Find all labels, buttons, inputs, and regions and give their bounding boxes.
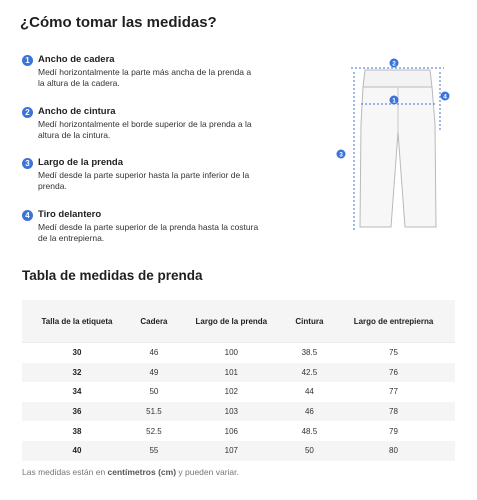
- cell-hip: 52.5: [146, 426, 162, 436]
- step-title: Ancho de cadera: [38, 54, 115, 65]
- step-description: [38, 222, 292, 244]
- cell-hip: 49: [132, 363, 176, 383]
- cell-inseam: 75: [389, 348, 398, 358]
- table-row: [22, 363, 455, 383]
- cell-length: 102: [224, 387, 239, 397]
- page-title: ¿Cómo tomar las medidas?: [20, 14, 217, 31]
- table-row: [22, 402, 455, 422]
- cell-waist: 42.5: [287, 363, 332, 383]
- footnote-text-end: y pueden variar.: [176, 467, 239, 477]
- table-header-row: [22, 300, 455, 343]
- cell-size: 36: [22, 402, 132, 422]
- cell-size: 40: [22, 441, 132, 461]
- cell-length: 100: [224, 348, 239, 358]
- step-number-badge: 3: [22, 158, 33, 169]
- table-title: Tabla de medidas de prenda: [22, 268, 203, 283]
- cell-hip: 55: [132, 441, 176, 461]
- step-waist-width: [22, 106, 292, 141]
- cell-size: 38: [72, 426, 82, 436]
- marker-2: 2: [392, 60, 396, 68]
- step-description-line: la altura de la cadera.: [38, 78, 120, 88]
- cell-size: 34: [72, 387, 82, 397]
- step-garment-length: [22, 157, 292, 192]
- step-hip-width: [22, 54, 292, 89]
- pants-illustration-icon: [332, 52, 462, 242]
- cell-length: 107: [176, 441, 287, 461]
- step-description: [38, 170, 292, 192]
- step-description-line: altura de la cintura.: [38, 130, 111, 140]
- header-inseam: Largo de entrepierna: [332, 300, 455, 343]
- step-description-line: Medí desde la parte superior de la prenda hasta la costura: [38, 222, 259, 232]
- cell-size: 30: [72, 348, 82, 358]
- step-description-line: Medí horizontalmente el borde superior de la prenda a la: [38, 119, 252, 129]
- step-front-rise: [22, 209, 292, 244]
- cell-inseam: 79: [389, 426, 398, 436]
- cell-waist: 46: [287, 402, 332, 422]
- pants-diagram: [332, 52, 462, 242]
- table-row: [22, 441, 455, 461]
- step-number-badge: 2: [22, 107, 33, 118]
- marker-3: 3: [339, 151, 343, 159]
- cell-length: 103: [176, 402, 287, 422]
- marker-1: 1: [392, 97, 396, 105]
- marker-4: 4: [443, 93, 447, 101]
- step-title: Largo de la prenda: [38, 157, 123, 168]
- step-title: Ancho de cintura: [38, 106, 116, 117]
- cell-size: 32: [22, 363, 132, 383]
- step-number-badge: 4: [22, 210, 33, 221]
- cell-length: 106: [224, 426, 239, 436]
- header-length: Largo de la prenda: [176, 300, 287, 343]
- cell-waist: 48.5: [301, 426, 318, 436]
- table-row: [22, 382, 455, 402]
- header-hip: Cadera: [132, 300, 176, 343]
- step-description-line: Medí horizontalmente la parte más ancha de la prenda a: [38, 67, 252, 77]
- table-row: [22, 343, 455, 363]
- step-number-badge: 1: [22, 55, 33, 66]
- cell-inseam: 80: [332, 441, 455, 461]
- footnote-text: Las medidas están en: [22, 467, 108, 477]
- step-description-line: Medí desde la parte superior hasta la parte inferior de la: [38, 170, 250, 180]
- cell-hip: 51.5: [132, 402, 176, 422]
- cell-hip: 46: [149, 348, 159, 358]
- header-waist: Cintura: [287, 300, 332, 343]
- cell-inseam: 76: [332, 363, 455, 383]
- step-description: [38, 119, 292, 141]
- cell-waist: 44: [304, 387, 314, 397]
- step-title: Tiro delantero: [38, 209, 102, 220]
- cell-hip: 50: [149, 387, 159, 397]
- cell-inseam: 78: [332, 402, 455, 422]
- table-row: [22, 421, 455, 441]
- cell-length: 101: [176, 363, 287, 383]
- cell-inseam: 77: [389, 387, 398, 397]
- step-description-line: de la entrepierna.: [38, 233, 105, 243]
- units-footnote: [22, 467, 239, 477]
- header-size-label: Talla de la etiqueta: [22, 300, 132, 343]
- footnote-unit: centímetros (cm): [107, 467, 177, 477]
- size-table: [22, 300, 455, 461]
- step-description: [38, 67, 292, 89]
- step-description-line: prenda.: [38, 181, 67, 191]
- cell-waist: 50: [287, 441, 332, 461]
- cell-waist: 38.5: [301, 348, 318, 358]
